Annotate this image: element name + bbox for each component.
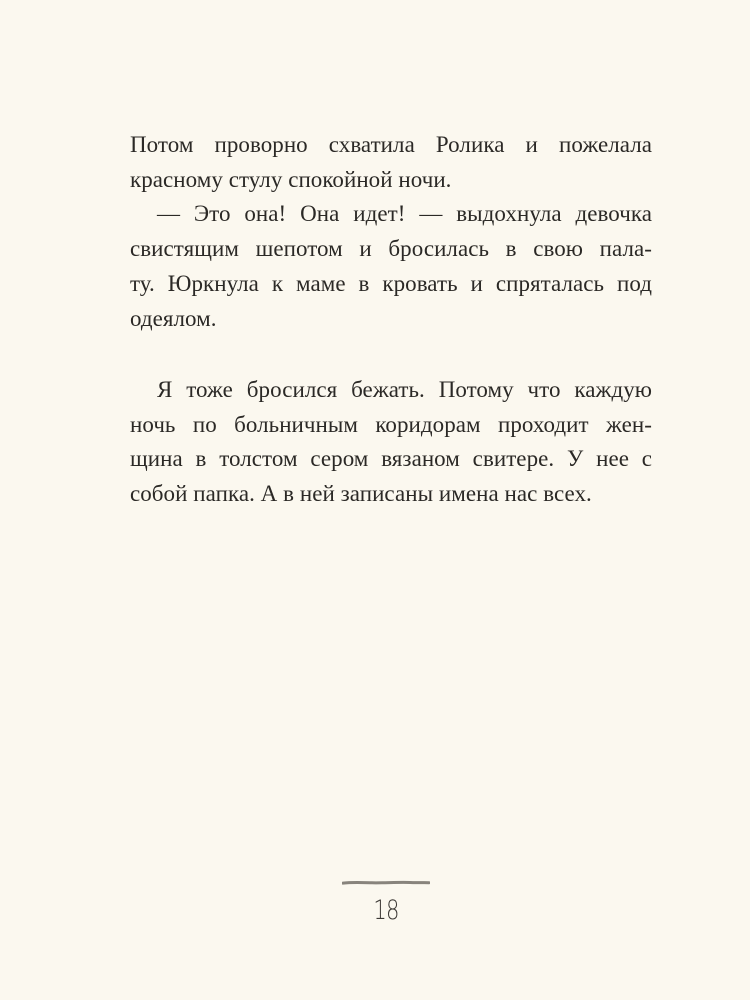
paragraph-2 — [130, 373, 652, 512]
text-line: красному стулу спокойной ночи. — [130, 166, 452, 192]
text-line: ночь по больничным коридорам проходит жен- — [130, 411, 652, 437]
text-line: собой папка. А в ней записаны имена нас всех. — [130, 481, 592, 507]
text-line: ту. Юркнула к маме в кровать и спряталась под — [130, 270, 652, 296]
paragraph-1 — [130, 128, 652, 336]
text-line: одеялом. — [130, 305, 217, 331]
text-line: — Это она! Она идет! — выдохнула девочка — [157, 201, 652, 227]
text-line: свистящим шепотом и бросилась в свою пала- — [130, 236, 652, 262]
page-number: 18 — [373, 895, 399, 926]
text-line: щина в толстом сером вязаном свитере. У нее с — [130, 446, 652, 472]
text-line: Потом проворно схватила Ролика и пожелала — [130, 132, 652, 157]
footer-divider — [342, 880, 430, 885]
text-line: Я тоже бросился бежать. Потому что каждую — [157, 377, 652, 402]
